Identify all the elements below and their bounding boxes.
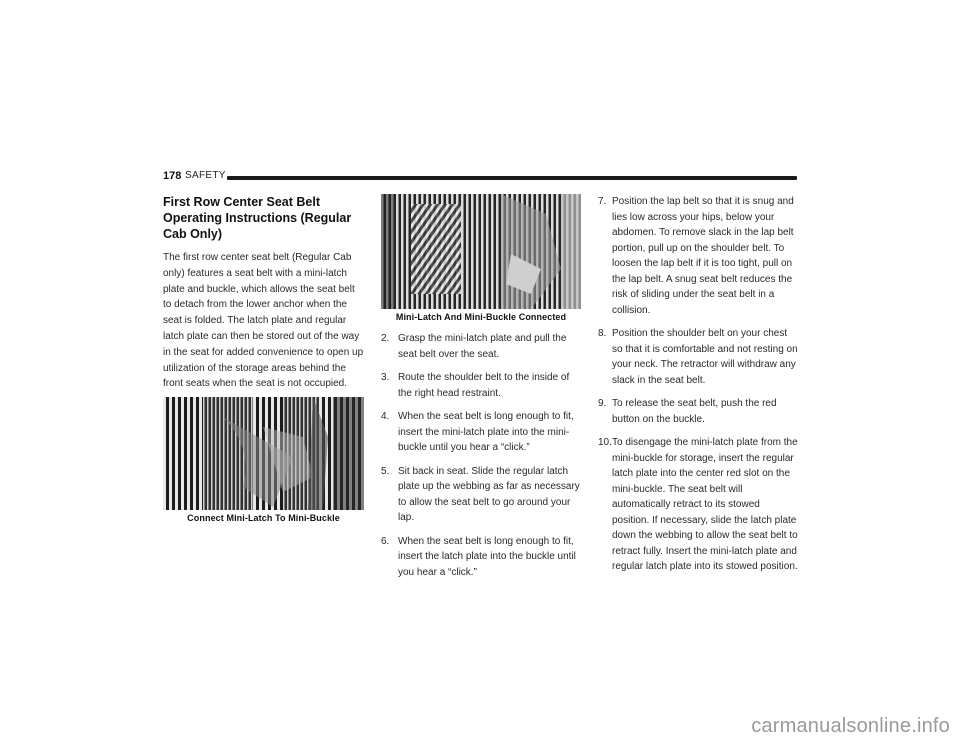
list-item — [598, 194, 798, 318]
watermark: carmanualsonline.info — [751, 715, 950, 737]
figure-caption: Mini-Latch And Mini-Buckle Connected — [395, 312, 567, 322]
step-number: 3. — [381, 372, 390, 383]
figure-mini-latch-connected — [381, 194, 581, 322]
list-item — [381, 409, 581, 456]
list-item — [598, 326, 798, 388]
list-item — [598, 396, 798, 427]
step-number: 4. — [381, 411, 390, 422]
step-number: 6. — [381, 535, 390, 547]
steps-list-3 — [598, 194, 798, 575]
page-header — [163, 170, 797, 184]
step-number: 7. — [598, 196, 607, 207]
step-text: Grasp the mini-latch plate and pull the seat belt over the seat. — [398, 333, 567, 360]
list-item — [381, 370, 581, 401]
step-text: Position the lap belt so that it is snug and lies low across your hips, below your abdomen. To remove slack in the lap belt portion, pull up on the shoulder belt. To loosen the lap belt if it is too tight, pull on the lap belt. A snug seat belt reduces the risk of sliding under the seat belt in a collision. — [612, 196, 794, 316]
step-text: To disengage the mini-latch plate from the mini-buckle for storage, insert the regular latch plate into the center red slot on the mini-buckle. The seat belt will automatically retract to its stowed position. If necessary, slide the latch plate down the webbing to allow the seat belt to retract fully. Insert the mini-latch plate and regular latch plate into its stowed position. — [612, 437, 798, 572]
step-number: 5. — [381, 465, 390, 477]
photo-mini-latch-connect — [163, 397, 364, 510]
list-item — [381, 464, 581, 526]
figure-caption: Connect Mini-Latch To Mini-Buckle — [187, 513, 340, 523]
step-text: Position the shoulder belt on your chest so that it is comfortable and not resting on your neck. The retractor will withdraw any slack in the seat belt. — [612, 328, 798, 386]
step-number: 9. — [598, 398, 607, 409]
step-number: 8. — [598, 328, 607, 339]
column-2 — [381, 194, 581, 588]
photo-mini-latch-connected — [381, 194, 581, 309]
page-number: 178 — [163, 170, 182, 182]
list-item — [381, 331, 581, 362]
step-text: To release the seat belt, push the red button on the buckle. — [612, 398, 777, 425]
step-number: 10. — [598, 437, 612, 448]
column-3 — [598, 194, 798, 583]
step-text: Sit back in seat. Slide the regular latch plate up the webbing as far as necessary to allow the seat belt to go around your lap. — [398, 465, 580, 523]
list-item — [598, 435, 798, 575]
section-name: SAFETY — [185, 170, 226, 181]
figure-image-2 — [381, 194, 581, 309]
step-number: 2. — [381, 333, 390, 344]
intro-paragraph: The first row center seat belt (Regular Cab only) features a seat belt with a mini-latch plate and buckle, which allows the seat belt to detach from the lower anchor when the seat is folded. The latch plate and regular latch plate can then be stored out of the way in the seat for added convenience to open up utilization of the storage areas behind the front seats when the seat is not occupied. — [163, 252, 364, 390]
header-rule — [227, 176, 797, 180]
figure-connect-mini-latch — [163, 397, 364, 523]
section-title: First Row Center Seat Belt Operating Instructions (Regular Cab Only) — [163, 195, 352, 241]
steps-list-2 — [381, 331, 581, 580]
step-text: When the seat belt is long enough to fit, insert the latch plate into the buckle until you hear a “click.” — [398, 535, 576, 578]
figure-image-1 — [163, 397, 364, 510]
list-item — [381, 534, 581, 581]
step-text: When the seat belt is long enough to fit, insert the mini-latch plate into the mini-buckle until you hear a “click.” — [398, 411, 574, 453]
step-text: Route the shoulder belt to the inside of the right head restraint. — [398, 372, 570, 399]
